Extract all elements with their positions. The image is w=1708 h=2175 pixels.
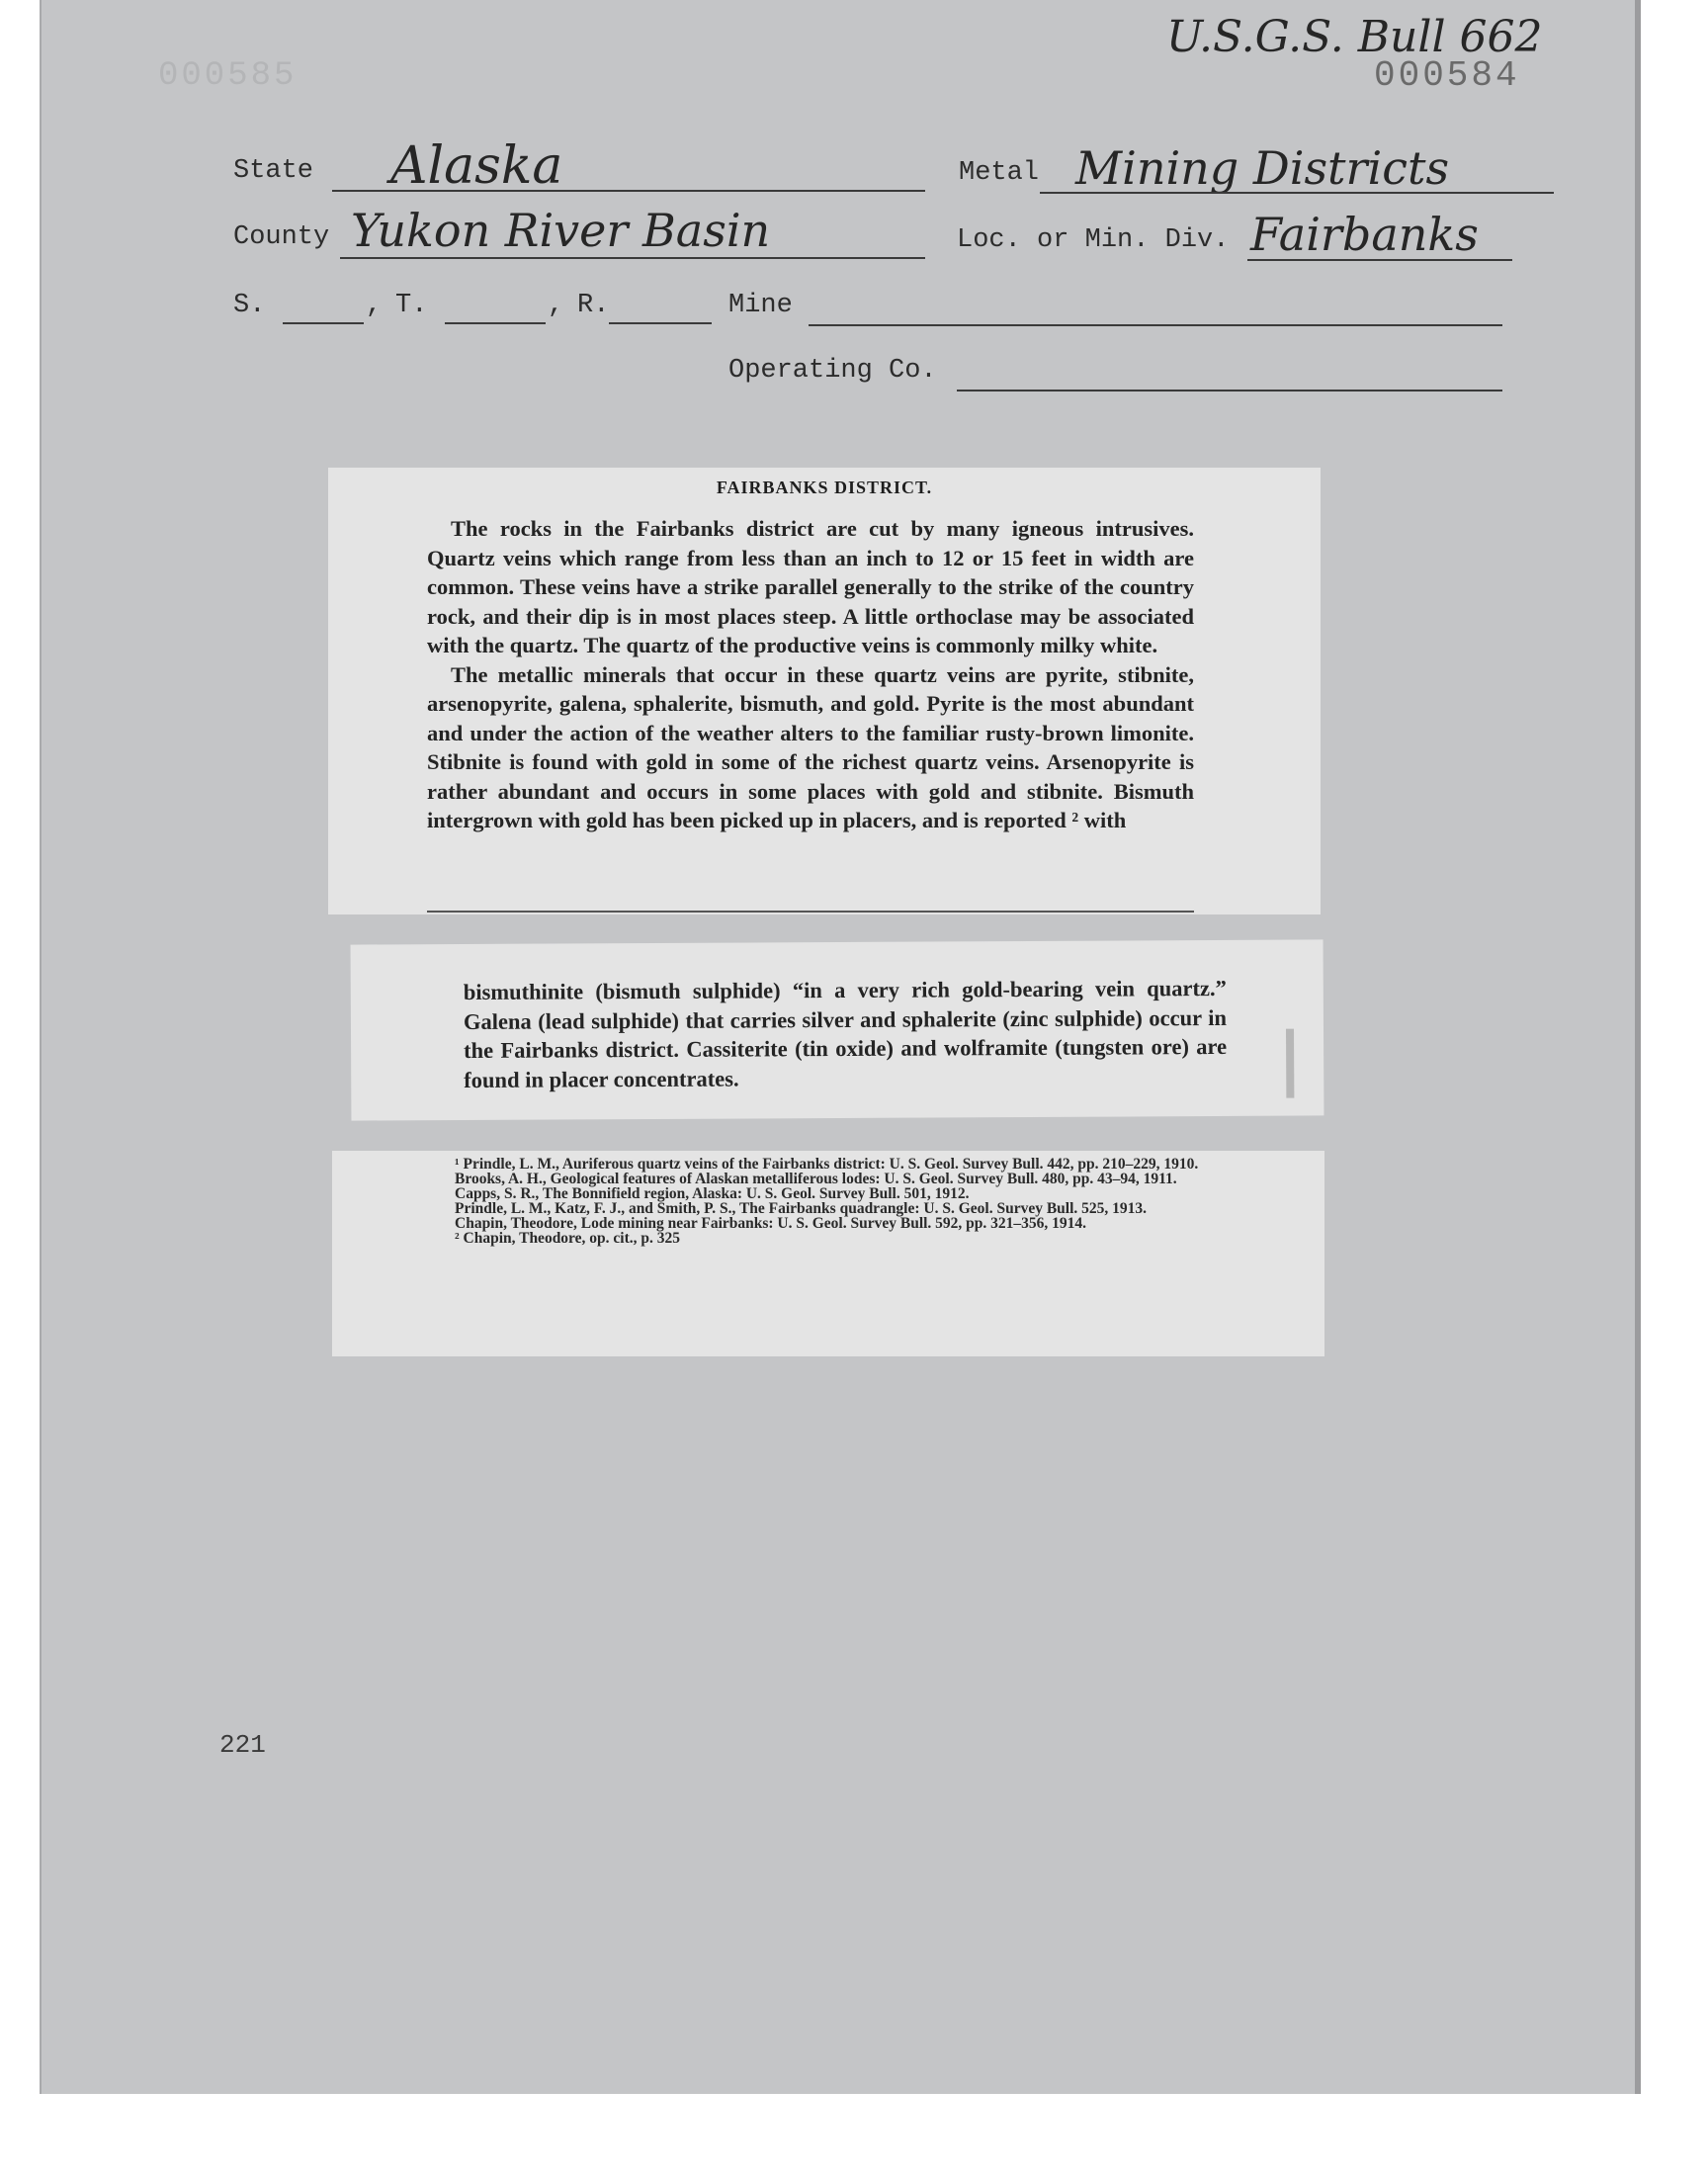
- faded-number-stamp: 000585: [158, 57, 298, 95]
- section-underline: [283, 322, 364, 324]
- metal-underline: [1040, 192, 1554, 194]
- operating-co-label: Operating Co.: [728, 356, 937, 386]
- paragraph-1: The rocks in the Fairbanks district are cut by many igneous intrusives. Quartz veins which range from less than an inch to 12 or 15 feet in width are common. These veins have a strike parallel generally to the strike of the country rock, and their dip is in most places steep. A little orthoclase may be associated with the quartz. The quartz of the productive veins is commonly milky white.: [427, 516, 1194, 657]
- catalog-number-stamp: 000584: [1374, 55, 1520, 96]
- continuation-paragraph: bismuthinite (bismuth sulphide) “in a very rich gold-bearing vein quartz.” Galena (lead sulphide) that carries silver and sphalerite (zinc sulphide) occur in the Fairbanks district. Cassiterite (tin oxide) and wolframite (tungsten ore) are found in placer concentrates.: [463, 975, 1228, 1092]
- page-number: 221: [219, 1730, 266, 1760]
- metal-value: Mining Districts: [1075, 141, 1450, 195]
- clipping-heading: FAIRBANKS DISTRICT.: [716, 478, 933, 497]
- range-label: R.: [577, 291, 610, 320]
- section-label: S.: [233, 291, 266, 320]
- metal-label: Metal: [959, 158, 1040, 188]
- loc-label: Loc. or Min. Div.: [957, 225, 1230, 255]
- clipping-continuation: [351, 939, 1324, 1120]
- clipping-body: [427, 514, 1194, 835]
- loc-value: Fairbanks: [1250, 208, 1479, 261]
- paragraph-2: The metallic minerals that occur in these quartz veins are pyrite, stibnite, arsenopyrite, galena, sphalerite, bismuth, and gold. Pyrite is the most abundant and under the action of the weather alters to the familiar rusty-brown limonite. Stibnite is found with gold in some of the richest quartz veins. Arsenopyrite is rather abundant and occurs in some places with gold and stibnite. Bismuth intergrown with gold has been picked up in placers, and is reported ² with: [427, 661, 1194, 832]
- handwritten-reference: U.S.G.S. Bull 662: [1166, 12, 1543, 62]
- state-label: State: [233, 156, 314, 186]
- loc-underline: [1247, 259, 1512, 261]
- reference-1: ¹ Prindle, L. M., Auriferous quartz veins of the Fairbanks district: U. S. Geol. Survey Bull. 442, pp. 210–229, 1910.: [455, 1156, 1199, 1173]
- mine-label: Mine: [728, 291, 793, 320]
- reference-6: ² Chapin, Theodore, op. cit., p. 325: [455, 1230, 681, 1247]
- township-underline: [445, 322, 546, 324]
- reference-3: Capps, S. R., The Bonnifield region, Alaska: U. S. Geol. Survey Bull. 501, 1912.: [455, 1185, 970, 1202]
- reference-4: Prindle, L. M., Katz, F. J., and Smith, P. S., The Fairbanks quadrangle: U. S. Geol. Survey Bull. 525, 1913.: [455, 1200, 1148, 1217]
- card-right-edge: [1635, 0, 1641, 2094]
- reference-5: Chapin, Theodore, Lode mining near Fairbanks: U. S. Geol. Survey Bull. 592, pp. 321–356, 1914.: [455, 1215, 1087, 1232]
- county-value: Yukon River Basin: [351, 204, 771, 257]
- references-list: [433, 1157, 1202, 1246]
- county-label: County: [233, 222, 330, 252]
- reference-2: Brooks, A. H., Geological features of Alaskan metalliferous lodes: U. S. Geol. Survey Bull. 480, pp. 43–94, 1911.: [455, 1171, 1177, 1187]
- clipping-references: [332, 1151, 1324, 1356]
- state-underline: [332, 190, 925, 192]
- operating-co-underline: [957, 390, 1502, 392]
- township-label: T.: [395, 291, 428, 320]
- state-value: Alaska: [390, 136, 563, 196]
- clipping-bottom-rule: [427, 911, 1194, 913]
- clipping-fairbanks-district: [328, 468, 1321, 914]
- continuation-body: [464, 974, 1228, 1094]
- comma-2: ,: [548, 291, 564, 320]
- range-underline: [609, 322, 712, 324]
- comma-1: ,: [366, 291, 383, 320]
- county-underline: [340, 257, 925, 259]
- tape-mark: [1286, 1029, 1294, 1098]
- mine-underline: [809, 324, 1502, 326]
